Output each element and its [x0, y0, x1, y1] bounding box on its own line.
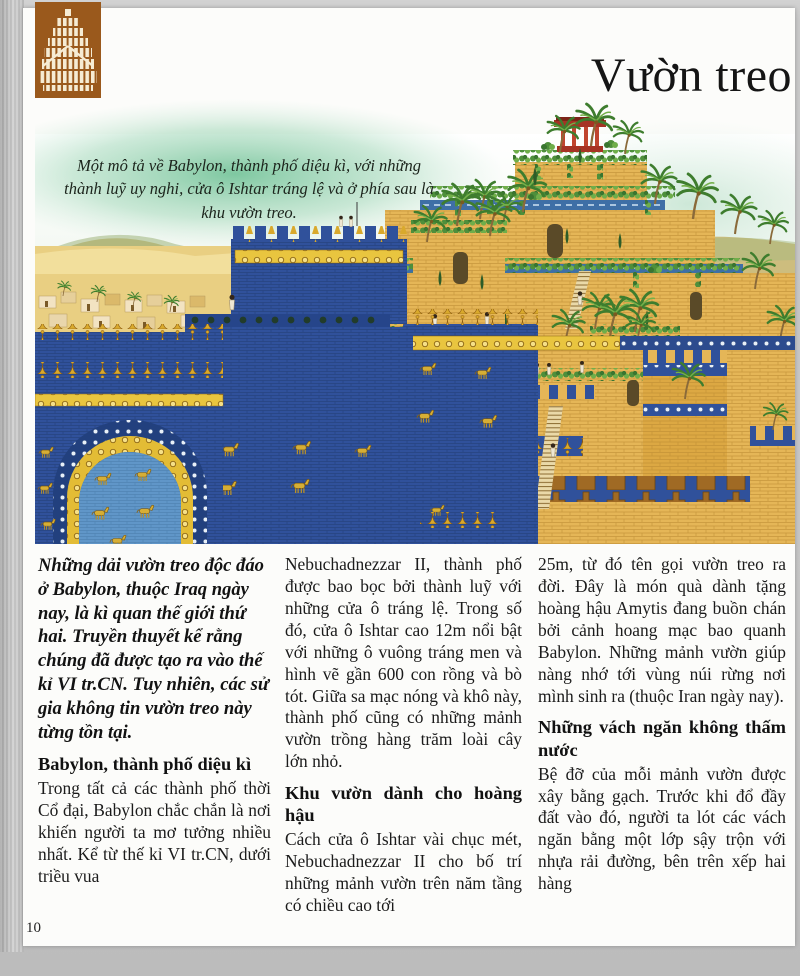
- babylon-illustration: [35, 74, 795, 544]
- illustration-caption: Một mô tả về Babylon, thành phố diệu kì, với những thành luỹ uy nghi, cửa ô Ishtar tráng lệ và ở phía sau là khu vườn treo.: [64, 156, 434, 222]
- page-title: Vườn treo: [590, 49, 792, 102]
- section-body: Trong tất cả các thành phố thời Cổ đại, Babylon chắc chắn là nơi khiến người ta mơ tưởng nhiều nhất. Kể từ thế kỉ VI tr.CN, dưới triều vua: [38, 778, 271, 887]
- section-body: 25m, từ đó tên gọi vườn treo ra đời. Đây là món quà dành tặng hoàng hậu Amytis đang buồn chán bởi cảnh hoang mạc bao quanh Babylon. Những mảnh vườn giúp nàng nhớ tới vùng núi rừng nơi mình sinh ra (thuộc Iran ngày nay).: [538, 554, 786, 706]
- column-1: [38, 554, 271, 917]
- illustration-art: [35, 74, 795, 544]
- section-body: Nebuchadnezzar II, thành phố được bao bọc bởi thành luỹ với những cửa ô tráng lệ. Trong số đó, cửa ô Ishtar cao 12m nổi bật với những ô vuông tráng men và hình vẽ gần 600 con rồng và bò tót. Giữa sa mạc nóng và khô này, thành phố cũng có những mảnh vườn trồng hàng trăm loài cây lớn nhỏ.: [285, 554, 522, 772]
- section-body: Cách cửa ô Ishtar vài chục mét, Nebuchadnezzar II cho bố trí những mảnh vườn trên năm tầng có chiều cao tới: [285, 829, 522, 916]
- intro-paragraph: Những dải vườn treo độc đáo ở Babylon, thuộc Iraq ngày nay, là kì quan thế giới thứ hai. Truyền thuyết kể rằng chúng đã được tạo ra vào thế kỉ VI tr.CN. Tuy nhiên, các sử gia không tin vườn treo này từng tồn tại.: [38, 555, 270, 743]
- page-number: 10: [26, 920, 41, 936]
- ishtar-gate-left-wall: [35, 295, 235, 544]
- book-page: [23, 8, 795, 946]
- scan-gutter-shadow: [0, 0, 24, 952]
- section-heading-garden: Khu vườn dành cho hoàng hậu: [285, 783, 522, 826]
- section-body: Bệ đỡ của mỗi mảnh vườn được xây bằng gạch. Trước khi đổ đầy đất vào đó, người ta lót các vách ngăn bằng một lớp sậy trộn với nhựa rải đường, bên trên xếp hai hàng: [538, 763, 786, 894]
- section-heading-walls: Những vách ngăn không thấm nước: [538, 717, 786, 760]
- column-2: [285, 554, 522, 917]
- column-3: [538, 554, 786, 917]
- article-columns: [38, 554, 786, 917]
- section-heading-babylon: Babylon, thành phố diệu kì: [38, 754, 252, 775]
